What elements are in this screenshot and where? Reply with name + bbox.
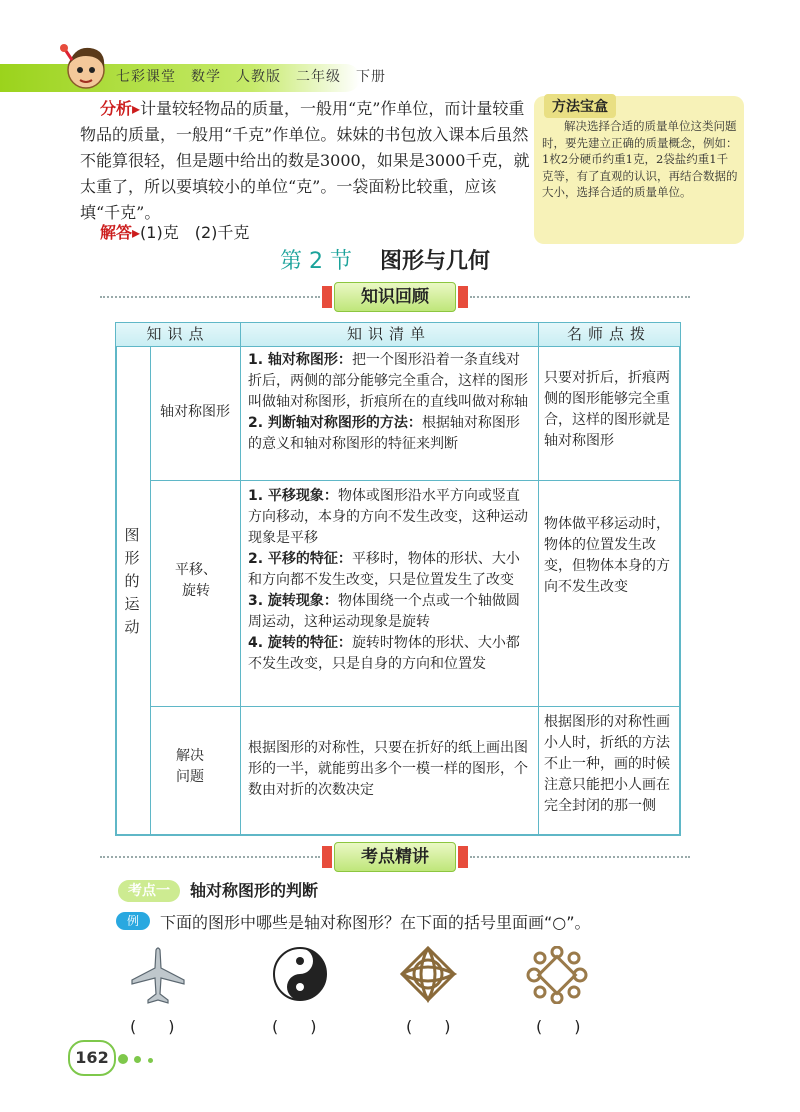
answer-text: (1)克 (2)千克 (140, 223, 250, 242)
divider (470, 856, 690, 858)
answer-paren[interactable]: ( ) (272, 1017, 317, 1036)
category-label: 图形的运动 (124, 526, 140, 636)
chinese-knot-icon (526, 946, 588, 1004)
content-item (248, 549, 532, 591)
answer-label: 解答 (100, 223, 133, 242)
content-item (248, 591, 532, 633)
item-heading: 1. 轴对称图形： (248, 352, 352, 368)
yin-yang-icon (272, 946, 328, 1002)
answer-paren[interactable]: ( ) (406, 1017, 451, 1036)
tip-cell: 物体做平移运动时，物体的位置发生改变，但物体本身的方向不发生改变 (544, 516, 670, 595)
point-title: 轴对称图形的判断 (190, 881, 319, 900)
airplane-icon (128, 946, 188, 1006)
topic-cell: 平移、旋转 (175, 562, 217, 599)
banner-edge (322, 846, 332, 868)
mascot-icon (56, 40, 112, 96)
exam-banner: 考点精讲 (334, 842, 456, 872)
arrow-icon: ▸ (132, 99, 141, 118)
analysis-text: 计量较轻物品的质量，一般用“克”作单位，而计量较重物品的质量，一般用“千克”作单位。妹妹的书包放入课本后虽然不能算很轻，但是题中给出的数是3000，如果是3000千克，就太重了，所以要填较小的单位“克”。一袋面粉比较重，应该填“千克”。 (80, 99, 530, 222)
point-tag: 考点一 (118, 880, 180, 902)
content-item (248, 486, 532, 549)
item-text: 物体或图形沿水平方向或竖直方向移动，本身的方向不发生改变，这种运动现象是平移 (248, 488, 528, 546)
item-text: 把一个图形沿着一条直线对折后，两侧的部分能够完全重合，这样的图形叫做轴对称图形，折痕所在的直线叫做对称轴 (248, 352, 528, 410)
header-cell: 知识清单 (346, 325, 431, 343)
tip-cell: 根据图形的对称性画小人时，折纸的方法不止一种，画的时候注意只能把小人画在完全封闭的那一侧 (544, 714, 670, 814)
page-number: 162 (68, 1040, 116, 1076)
table-line (150, 480, 680, 481)
header-cell: 知识点 (146, 325, 210, 343)
item-heading: 3. 旋转现象： (248, 593, 338, 609)
header-cell: 名师点拨 (566, 325, 651, 343)
topic-cell: 轴对称图形 (160, 404, 230, 420)
answer-line (100, 220, 249, 243)
banner-edge (322, 286, 332, 308)
dot-decoration (118, 1054, 128, 1064)
example-tag: 例 (116, 912, 150, 930)
item-text: 旋转时物体的形状、大小都不发生改变，只是自身的方向和位置发 (248, 635, 520, 672)
dot-decoration (134, 1056, 141, 1063)
tip-cell: 只要对折后，折痕两侧的图形能够完全重合，这样的图形就是轴对称图形 (544, 370, 670, 449)
item-heading: 1. 平移现象： (248, 488, 338, 504)
method-box-text: 解决选择合适的质量单位这类问题时，要先建立正确的质量概念，例如：1枚2分硬币约重1克，2袋盐约重1千克等，有了直观的认识，再结合数据的大小，选择合适的质量单位。 (542, 119, 738, 199)
divider (100, 856, 320, 858)
item-heading: 2. 判断轴对称图形的方法： (248, 415, 422, 431)
divider (100, 296, 320, 298)
answer-paren[interactable]: ( ) (130, 1017, 175, 1036)
content-item (248, 738, 532, 801)
answer-paren[interactable]: ( ) (536, 1017, 581, 1036)
item-text: 根据轴对称图形的意义和轴对称图形的特征来判断 (248, 415, 520, 452)
analysis-paragraph (80, 96, 530, 226)
analysis-label: 分析 (100, 99, 133, 118)
table-line (538, 323, 539, 834)
item-heading: 4. 旋转的特征： (248, 635, 352, 651)
section-title (280, 244, 490, 275)
book-title: 七彩课堂 数学 人教版 二年级 下册 (116, 69, 386, 85)
item-text: 平移时，物体的形状、大小和方向都不发生改变，只是位置发生了改变 (248, 551, 520, 588)
content-item (248, 633, 532, 675)
content-cell (248, 486, 532, 675)
banner-edge (458, 846, 468, 868)
divider (470, 296, 690, 298)
topic-cell: 解决问题 (176, 748, 204, 785)
content-item (248, 413, 532, 455)
content-item (248, 350, 532, 413)
content-cell (248, 350, 532, 455)
item-text: 物体围绕一个点或一个轴做圆周运动，这种运动现象是旋转 (248, 593, 520, 630)
content-cell (248, 738, 532, 801)
arrow-icon: ▸ (132, 223, 141, 242)
celtic-knot-icon (398, 944, 458, 1004)
table-line (150, 706, 680, 707)
review-banner: 知识回顾 (334, 282, 456, 312)
item-text: 根据图形的对称性，只要在折好的纸上画出图形的一半，就能剪出多个一模一样的图形，个数由对折的次数决定 (248, 740, 528, 798)
example-text: 下面的图形中哪些是轴对称图形？在下面的括号里面画“○”。 (160, 913, 591, 932)
method-box-title: 方法宝盒 (544, 94, 616, 118)
table-line (240, 323, 241, 834)
section-name: 图形与几何 (379, 249, 490, 274)
dot-decoration (148, 1058, 153, 1063)
banner-edge (458, 286, 468, 308)
table-line (116, 346, 680, 347)
section-number: 第 2 节 (280, 249, 352, 274)
item-heading: 2. 平移的特征： (248, 551, 352, 567)
